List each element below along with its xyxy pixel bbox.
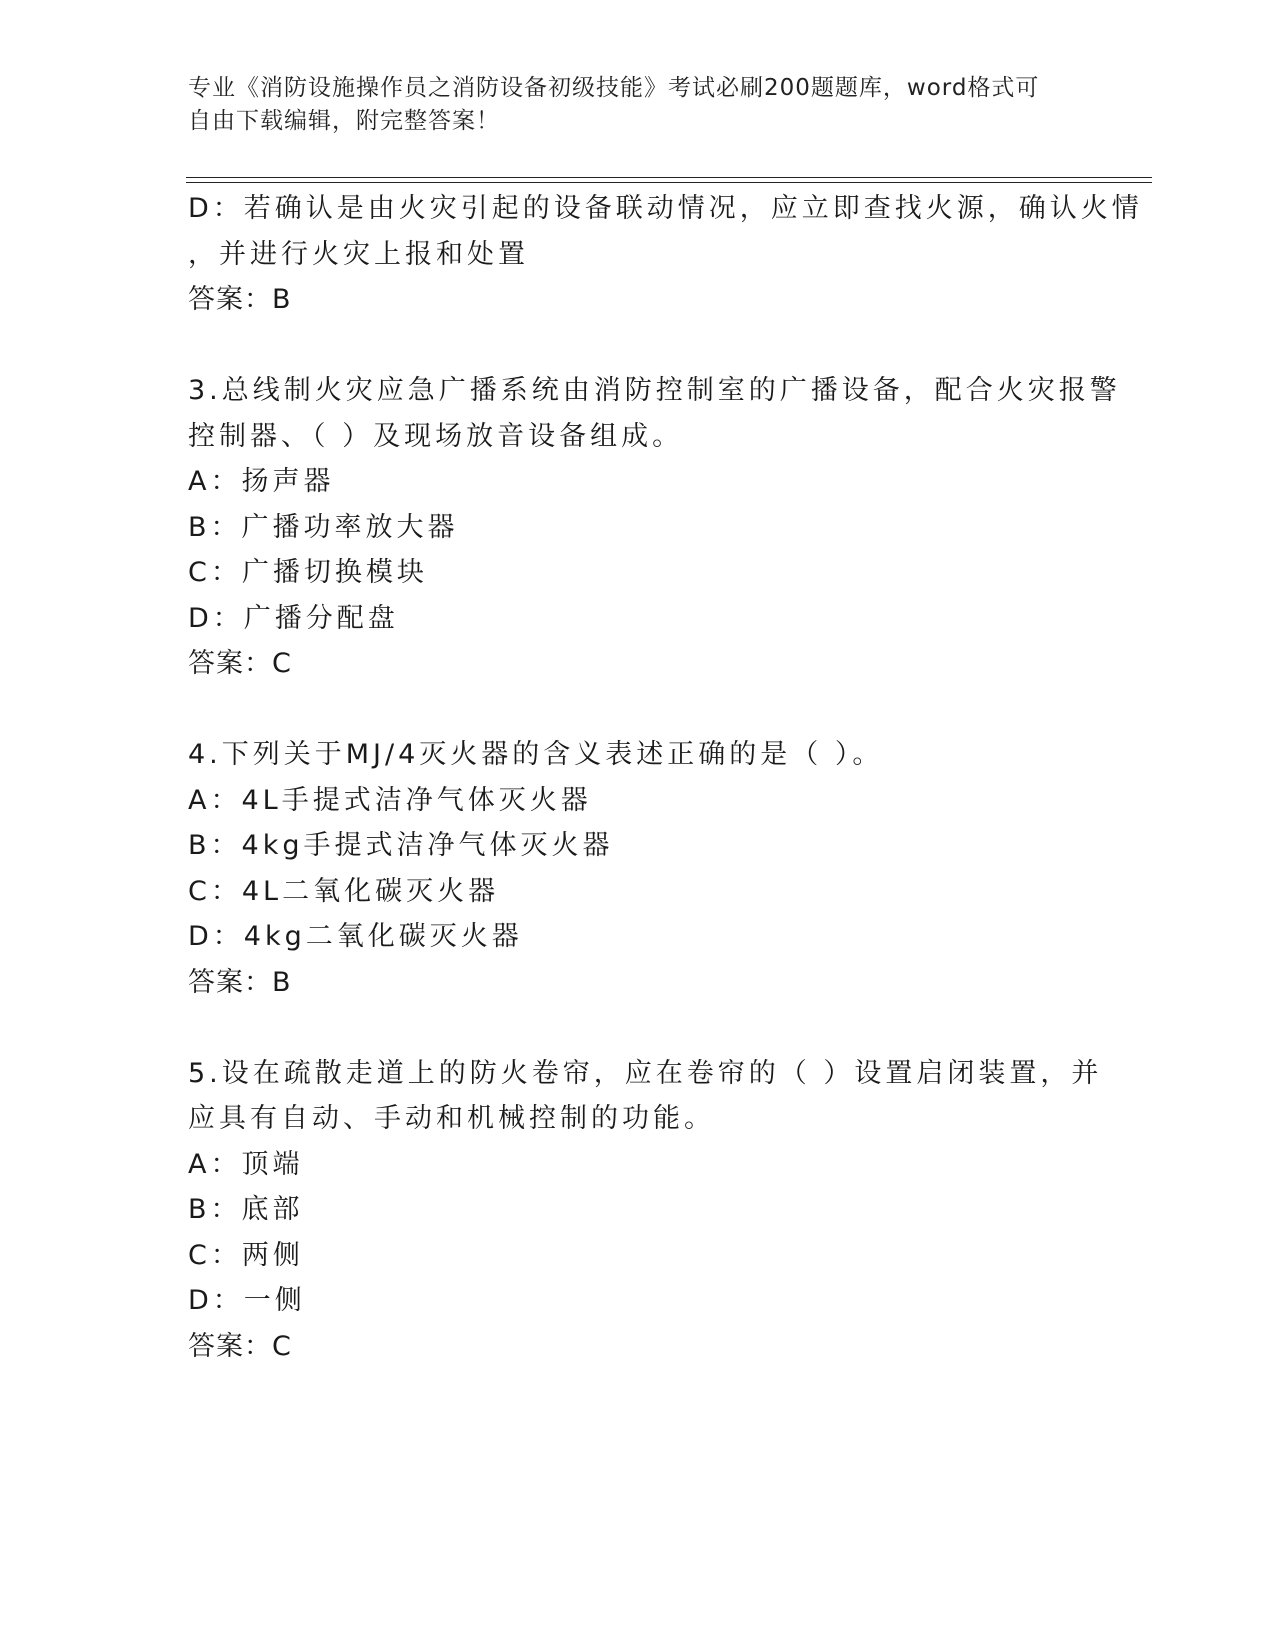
option-c: C：两侧	[188, 1239, 304, 1271]
option-c: C：4L二氧化碳灭火器	[188, 875, 500, 907]
header-divider-bottom	[186, 182, 1152, 183]
option-d-line-2: ，并进行火灾上报和处置	[188, 238, 529, 270]
question-stem-line: 应具有自动、手动和机械控制的功能。	[188, 1103, 715, 1134]
spacer	[188, 1005, 1088, 1051]
option-c: C：广播切换模块	[188, 557, 428, 588]
document-header	[188, 72, 1068, 138]
option-a: A：4L手提式洁净气体灭火器	[188, 784, 592, 816]
header-line-1: 专业《消防设施操作员之消防设备初级技能》考试必刷200题题库，word格式可	[188, 75, 1040, 101]
question-4	[188, 732, 1088, 1005]
answer-line: 答案：C	[188, 648, 292, 679]
option-a: A：扬声器	[188, 466, 335, 497]
option-b: B：广播功率放大器	[188, 511, 459, 543]
answer-line: 答案：C	[188, 1330, 292, 1362]
option-d: D：4kg二氧化碳灭火器	[188, 921, 523, 952]
option-b: B：4kg手提式洁净气体灭火器	[188, 830, 614, 861]
spacer	[188, 323, 1088, 369]
question-stem-line: 5.设在疏散走道上的防火卷帘，应在卷帘的（ ）设置启闭装置，并	[188, 1057, 1103, 1089]
question-3	[188, 368, 1121, 687]
document-body	[188, 186, 1143, 1369]
question-5	[188, 1051, 1103, 1370]
question-stem-line: 3.总线制火灾应急广播系统由消防控制室的广播设备，配合火灾报警	[188, 375, 1121, 406]
question-stem-line: 控制器、（ ）及现场放音设备组成。	[188, 420, 684, 452]
question-stem-line: 4.下列关于MJ/4灭火器的含义表述正确的是（ ）。	[188, 739, 884, 770]
option-a: A：顶端	[188, 1148, 304, 1180]
option-d: D：一侧	[188, 1285, 306, 1316]
option-d: D：广播分配盘	[188, 602, 399, 634]
question-2-fragment	[188, 186, 1143, 323]
header-line-2: 自由下载编辑，附完整答案！	[188, 108, 500, 134]
answer-line: 答案：B	[188, 284, 292, 315]
option-d-line-1: D：若确认是由火灾引起的设备联动情况，应立即查找火源，确认火情	[188, 193, 1143, 224]
option-b: B：底部	[188, 1194, 304, 1225]
header-divider-top	[186, 177, 1152, 178]
answer-line: 答案：B	[188, 966, 292, 998]
spacer	[188, 687, 1088, 733]
